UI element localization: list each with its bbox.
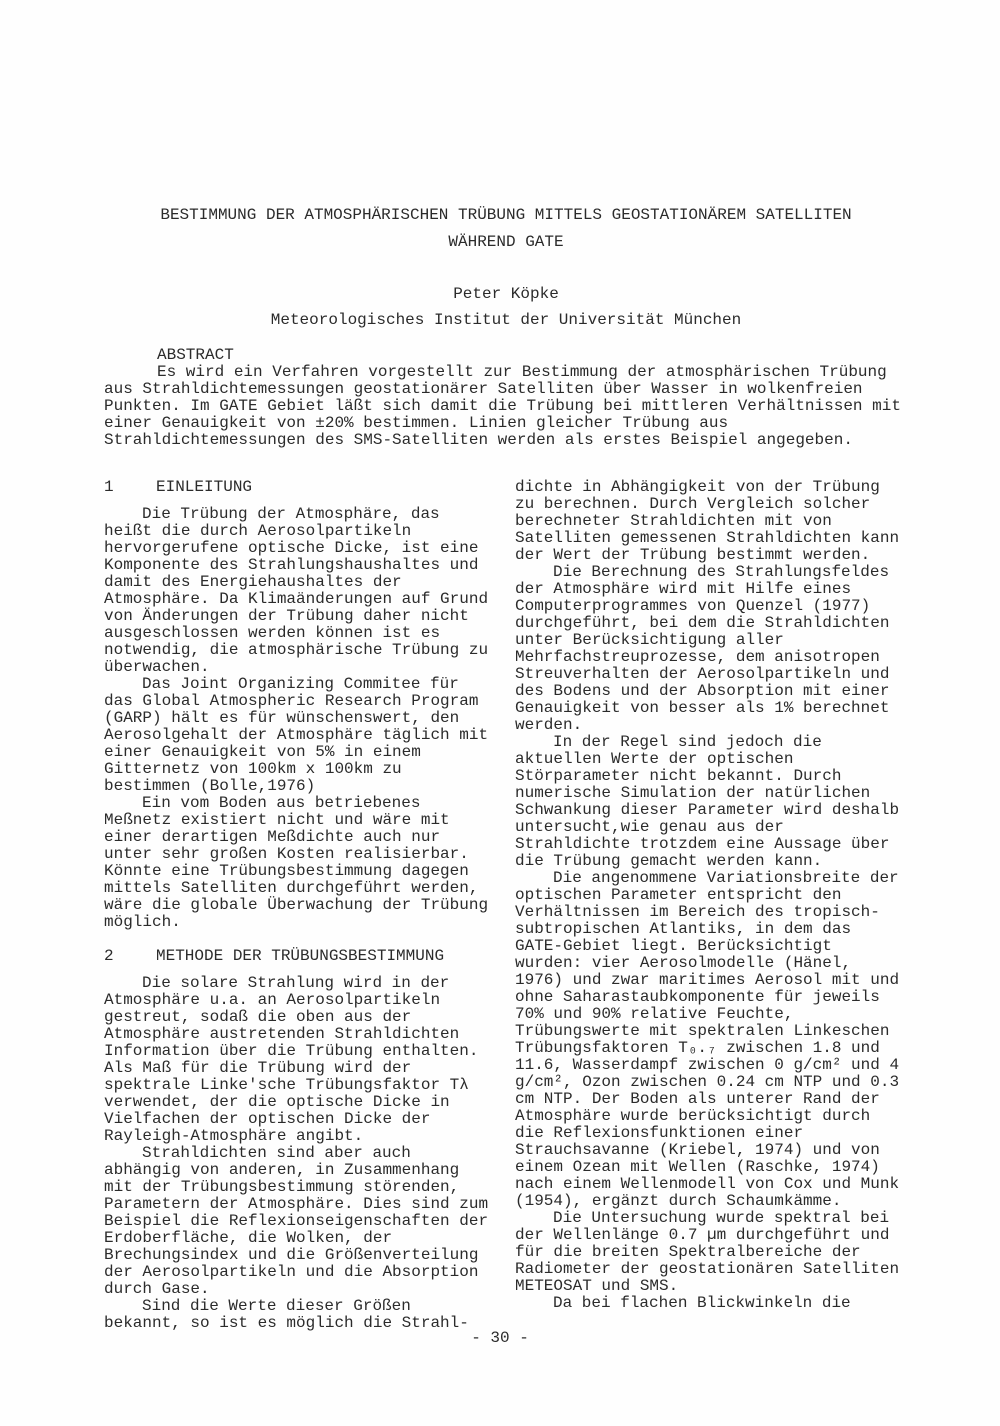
abstract-section — [104, 347, 908, 449]
section-1-paragraph-2: Das Joint Organizing Commitee für das Global Atmospheric Research Program (GARP) hält es für wünschenswert, den Aerosolgehalt der Atmosphäre täglich mit einer Genauigkeit von 5% in einem Gitternetz von 100km x 100km zu bestimmen (Bolle,1976) — [104, 675, 489, 795]
section-1-heading — [104, 479, 497, 496]
section-1-paragraph-3: Ein vom Boden aus betriebenes Meßnetz existiert nicht und wäre mit einer derartigen Meßdichte auch nur unter sehr großen Kosten realisierbar. Könnte eine Trübungsbestimmung dagegen mittels Satelliten durchgeführt werden, wäre die globale Überwachung der Trübung möglich. — [104, 794, 489, 931]
section-2-paragraph-3: Sind die Werte dieser Größen bekannt, so ist es möglich die Strahl- — [104, 1297, 469, 1332]
abstract-heading: ABSTRACT — [157, 346, 234, 364]
right-column — [515, 479, 908, 1332]
section-2-paragraph-1: Die solare Strahlung wird in der Atmosphäre u.a. an Aerosolpartikeln gestreut, sodaß die oben aus der Atmosphäre austretenden Strahldichten Information über die Trübung enthalten. Als Maß für die Trübung wird der spektrale Linke'sche Trübungsfaktor Tλ verwendet, der die optische Dicke in Vielfachen der optischen Dicke der Rayleigh-Atmosphäre angibt. — [104, 974, 479, 1145]
section-1-number: 1 — [104, 478, 114, 496]
right-column-paragraph-6: Da bei flachen Blickwinkeln die — [553, 1294, 851, 1312]
section-2-paragraph-2: Strahldichten sind aber auch abhängig von anderen, in Zusammenhang mit der Trübungsbestimmung störenden, Parametern der Atmosphäre. Dies sind zum Beispiel die Reflexionseigenschaften der Erdoberfläche, die Wolken, der Brechungsindex und die Größenverteilung der Aerosolpartikeln und die Absorption durch Gase. — [104, 1144, 489, 1298]
section-2-heading — [104, 948, 497, 965]
section-2-title: METHODE DER TRÜBUNGSBESTIMMUNG — [156, 947, 445, 965]
author-name: Peter Köpke — [453, 285, 559, 303]
section-1-title: EINLEITUNG — [156, 478, 253, 496]
page-number: - 30 - — [471, 1329, 529, 1347]
paper-title: BESTIMMUNG DER ATMOSPHÄRISCHEN TRÜBUNG MITTELS GEOSTATIONÄREM SATELLITEN — [160, 206, 852, 224]
right-column-paragraph-2: Die Berechnung des Strahlungsfeldes der Atmosphäre wird mit Hilfe eines Computerprogrammes von Quenzel (1977) durchgeführt, bei dem die Strahldichten unter Berücksichtigung aller Mehrfachstreuprozesse, dem anisotropen Streuverhalten der Aerosolpartikeln und des Bodens und der Absorption mit einer Genauigkeit von besser als 1% berechnet werden. — [515, 563, 890, 734]
paper-title-line2: WÄHREND GATE — [448, 233, 564, 251]
section-1-paragraph-1: Die Trübung der Atmosphäre, das heißt die durch Aerosolpartikeln hervorgerufene optische Dicke, ist eine Komponente des Strahlungshaushaltes und damit des Energiehaushaltes der Atmosphäre. Da Klimaänderungen auf Grund von Änderungen der Trübung daher nicht ausgeschlossen werden können ist es notwendig, die atmosphärische Trübung zu überwachen. — [104, 505, 489, 676]
right-column-paragraph-1: dichte in Abhängigkeit von der Trübung zu berechnen. Durch Vergleich solcher berechneter Strahldichten mit von Satelliten gemessenen Strahldichten kann der Wert der Trübung bestimmt werden. — [515, 478, 900, 564]
two-column-body — [104, 479, 908, 1332]
right-column-paragraph-3: In der Regel sind jedoch die aktuellen Werte der optischen Störparameter nicht bekannt. Durch numerische Simulation der natürlichen Schwankung dieser Parameter wird deshalb untersucht,wie genau aus der Strahldichte trotzdem eine Aussage über die Trübung gemacht werden kann. — [515, 733, 900, 870]
right-column-paragraph-4: Die angenommene Variationsbreite der optischen Parameter entspricht den Verhältnissen im Bereich des tropisch-subtropischen Atlantiks, in dem das GATE-Gebiet liegt. Berücksichtigt wurden: vier Aerosolmodelle (Hänel, 1976) und zwar maritimes Aerosol mit und ohne Saharastaubkomponente für jeweils 70% und 90% relative Feuchte, Trübungswerte mit spektralen Linkeschen Trübungsfaktoren T₀.₇ zwischen 1.8 und 11.6, Wasserdampf zwischen 0 g/cm² und 4 g/cm², Ozon zwischen 0.24 cm NTP und 0.3 cm NTP. Der Boden als unterer Rand der Atmosphäre wurde berücksichtigt durch die Reflexionsfunktionen einer Strauchsavanne (Kriebel, 1974) und von einem Ozean mit Wellen (Raschke, 1974) nach einem Wellenmodell von Cox und Munk (1954), ergänzt durch Schaumkämme. — [515, 869, 900, 1210]
right-column-paragraph-5: Die Untersuchung wurde spektral bei der Wellenlänge 0.7 µm durchgeführt und für die breiten Spektralbereiche der Radiometer der geostationären Satelliten METEOSAT und SMS. — [515, 1209, 900, 1295]
title-block — [104, 202, 908, 333]
section-2-number: 2 — [104, 947, 114, 965]
abstract-text: Es wird ein Verfahren vorgestellt zur Bestimmung der atmosphärischen Trübung aus Strahldichtemessungen geostationärer Satelliten über Wasser in wolkenfreien Punkten. Im GATE Gebiet läßt sich damit die Trübung bei mittleren Verhältnissen mit einer Genauigkeit von ±20% bestimmen. Linien gleicher Trübung aus Strahldichtemessungen des SMS-Satelliten werden als erstes Beispiel angegeben. — [104, 363, 901, 449]
affiliation: Meteorologisches Institut der Universität München — [270, 311, 742, 329]
left-column — [104, 479, 497, 1332]
